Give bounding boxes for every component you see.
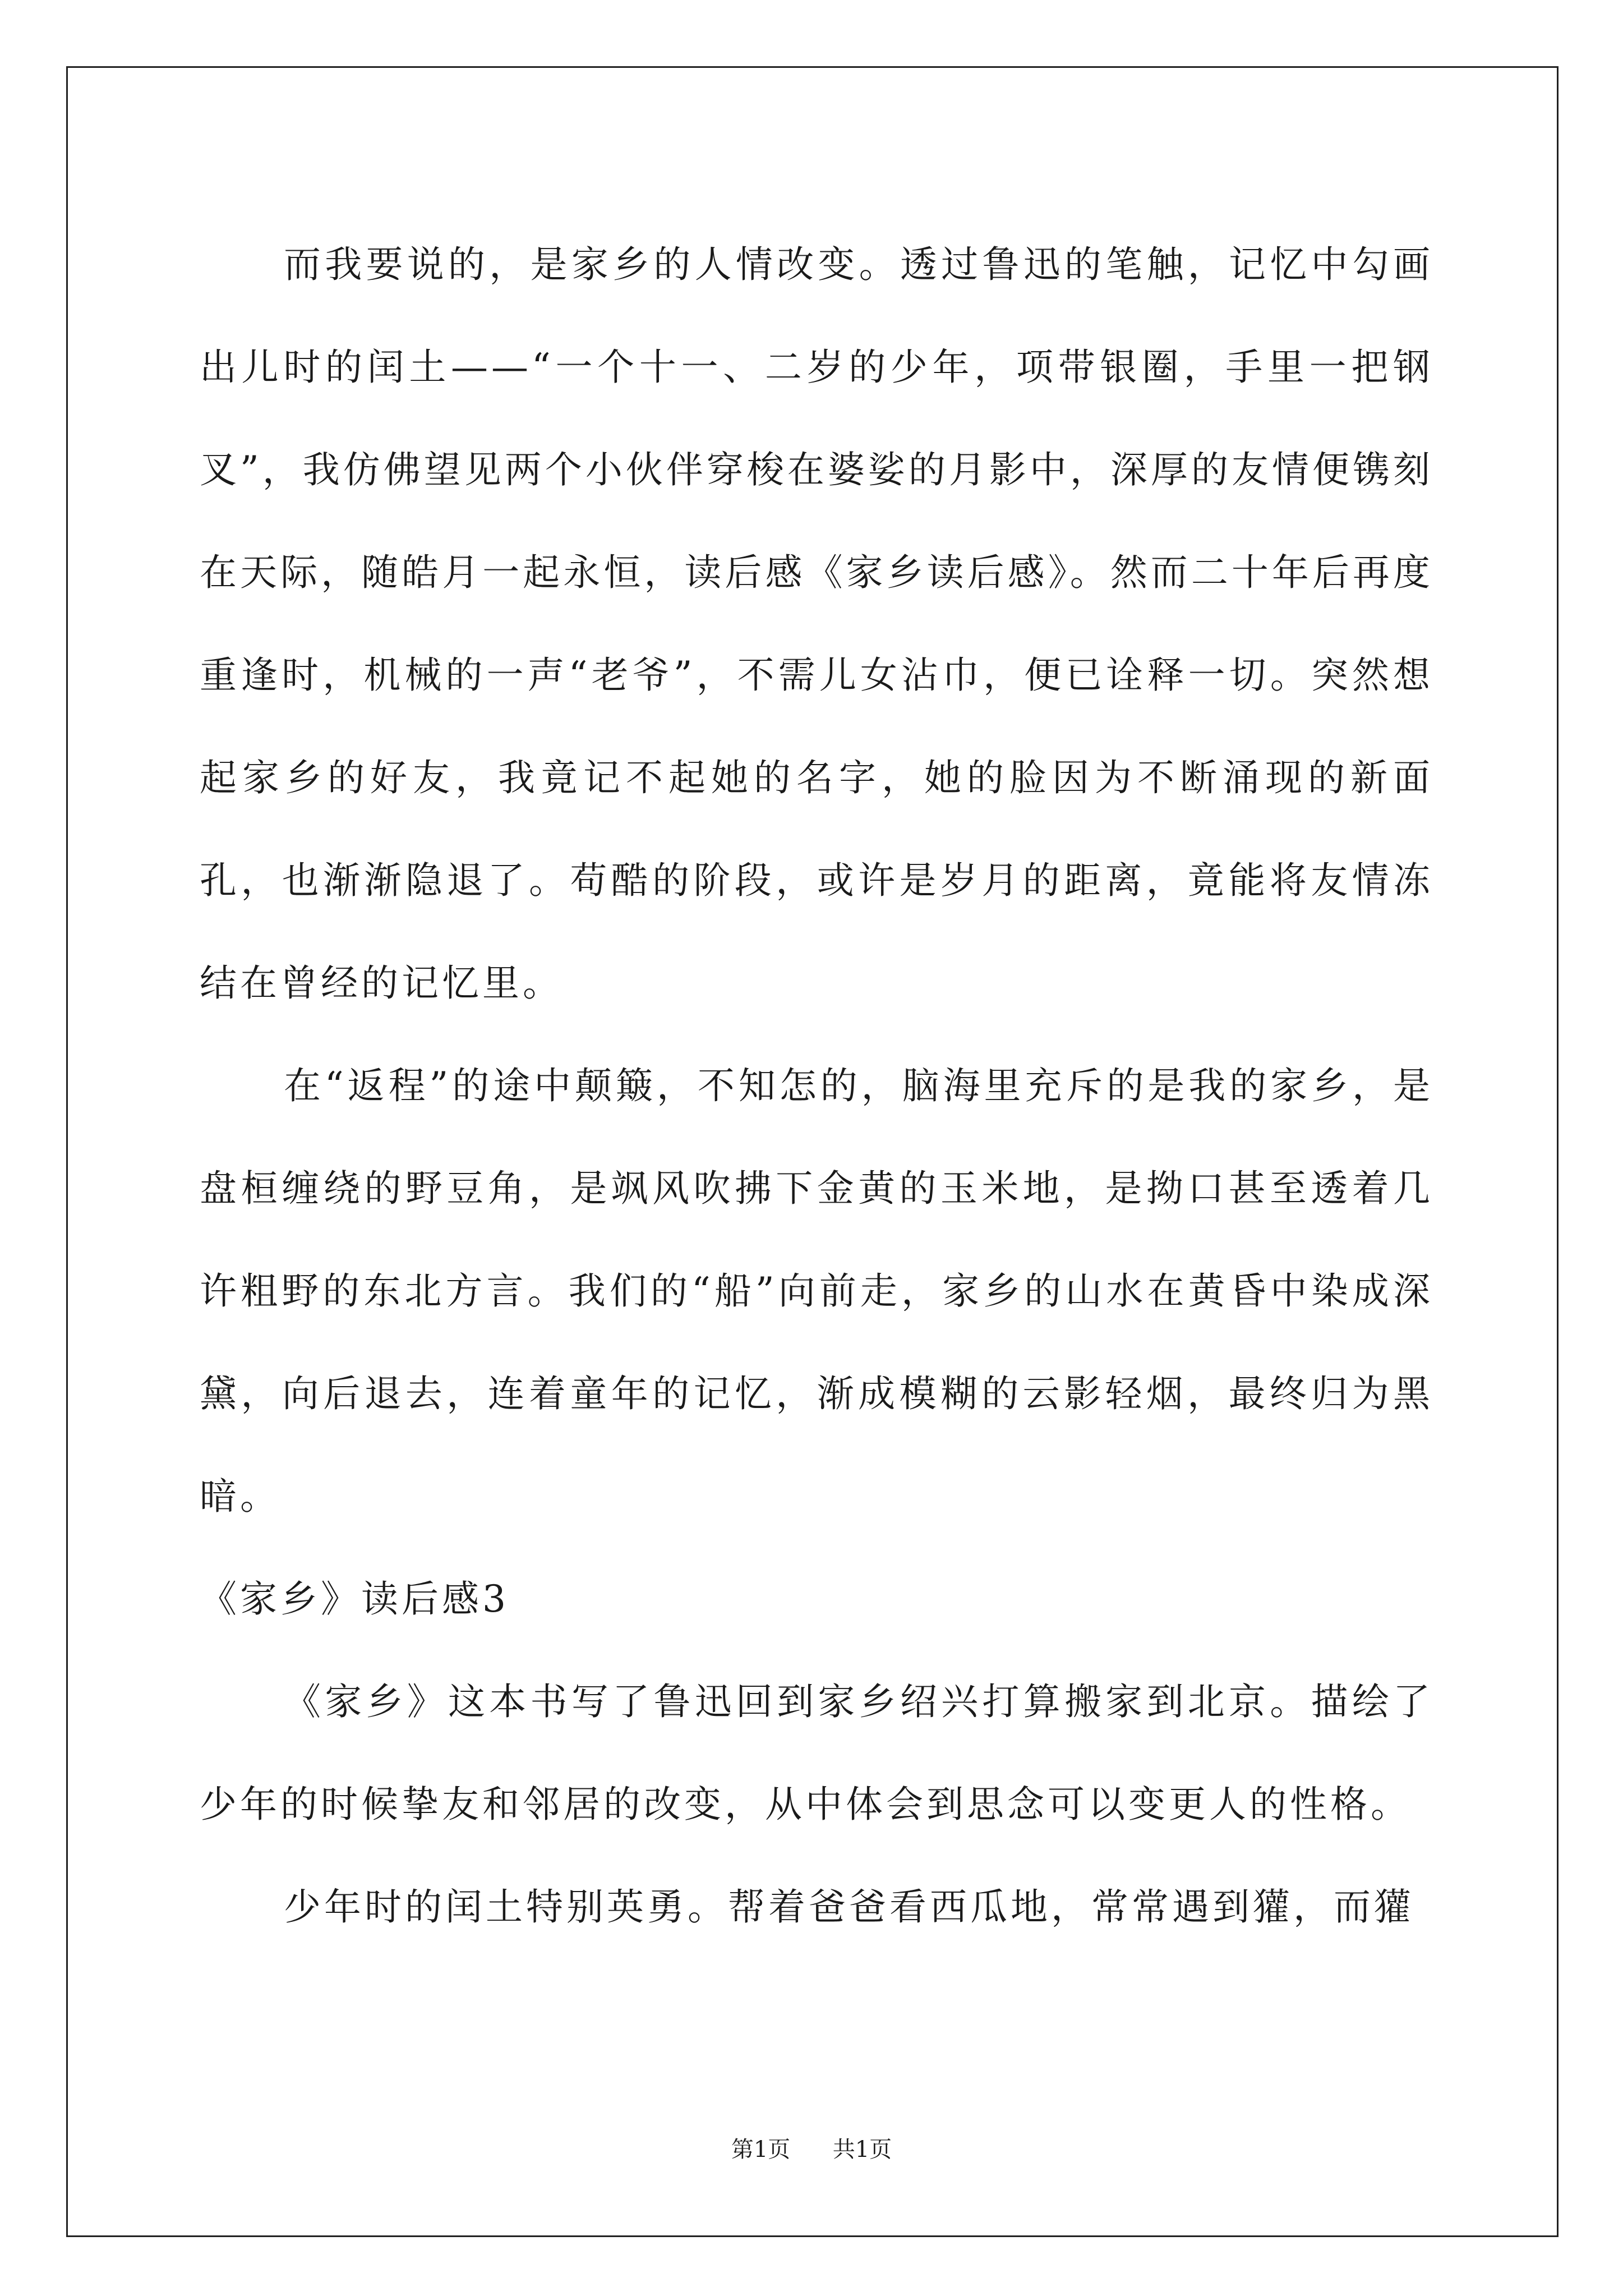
page-number: 第1页 — [731, 2137, 791, 2162]
paragraph-3: 《家乡》这本书写了鲁迅回到家乡绍兴打算搬家到北京。描绘了少年的时候挚友和邻居的改变，从中体会到思念可以变更人的性格。 — [200, 1680, 1433, 1826]
document-body — [200, 213, 1433, 1958]
paragraph-4: 少年时的闰土特别英勇。帮着爸爸看西瓜地，常常遇到獾，而獾 — [284, 1885, 1414, 1929]
paragraph-1: 而我要说的，是家乡的人情改变。透过鲁迅的笔触，记忆中勾画出儿时的闰土——“一个十一、二岁的少年，项带银圈，手里一把钢叉”，我仿佛望见两个小伙伴穿梭在婆娑的月影中，深厚的友情便镌刻在天际，随皓月一起永恒，读后感《家乡读后感》。然而二十年后再度重逢时，机械的一声“老爷”，不需儿女沾巾，便已诠释一切。突然想起家乡的好友，我竟记不起她的名字，她的脸因为不断涌现的新面孔，也渐渐隐退了。苟酷的阶段，或许是岁月的距离，竟能将友情冻结在曾经的记忆里。 — [200, 243, 1433, 1005]
section-heading: 《家乡》读后感3 — [200, 1577, 509, 1621]
paragraph-2: 在“返程”的途中颠簸，不知怎的，脑海里充斥的是我的家乡，是盘桓缠绕的野豆角，是飒风吹拂下金黄的玉米地，是拗口甚至透着几许粗野的东北方言。我们的“船”向前走，家乡的山水在黄昏中染成深黛，向后退去，连着童年的记忆，渐成模糊的云影轻烟，最终归为黑暗。 — [200, 1064, 1433, 1518]
page-total: 共1页 — [832, 2137, 892, 2162]
page-footer — [0, 2132, 1623, 2164]
